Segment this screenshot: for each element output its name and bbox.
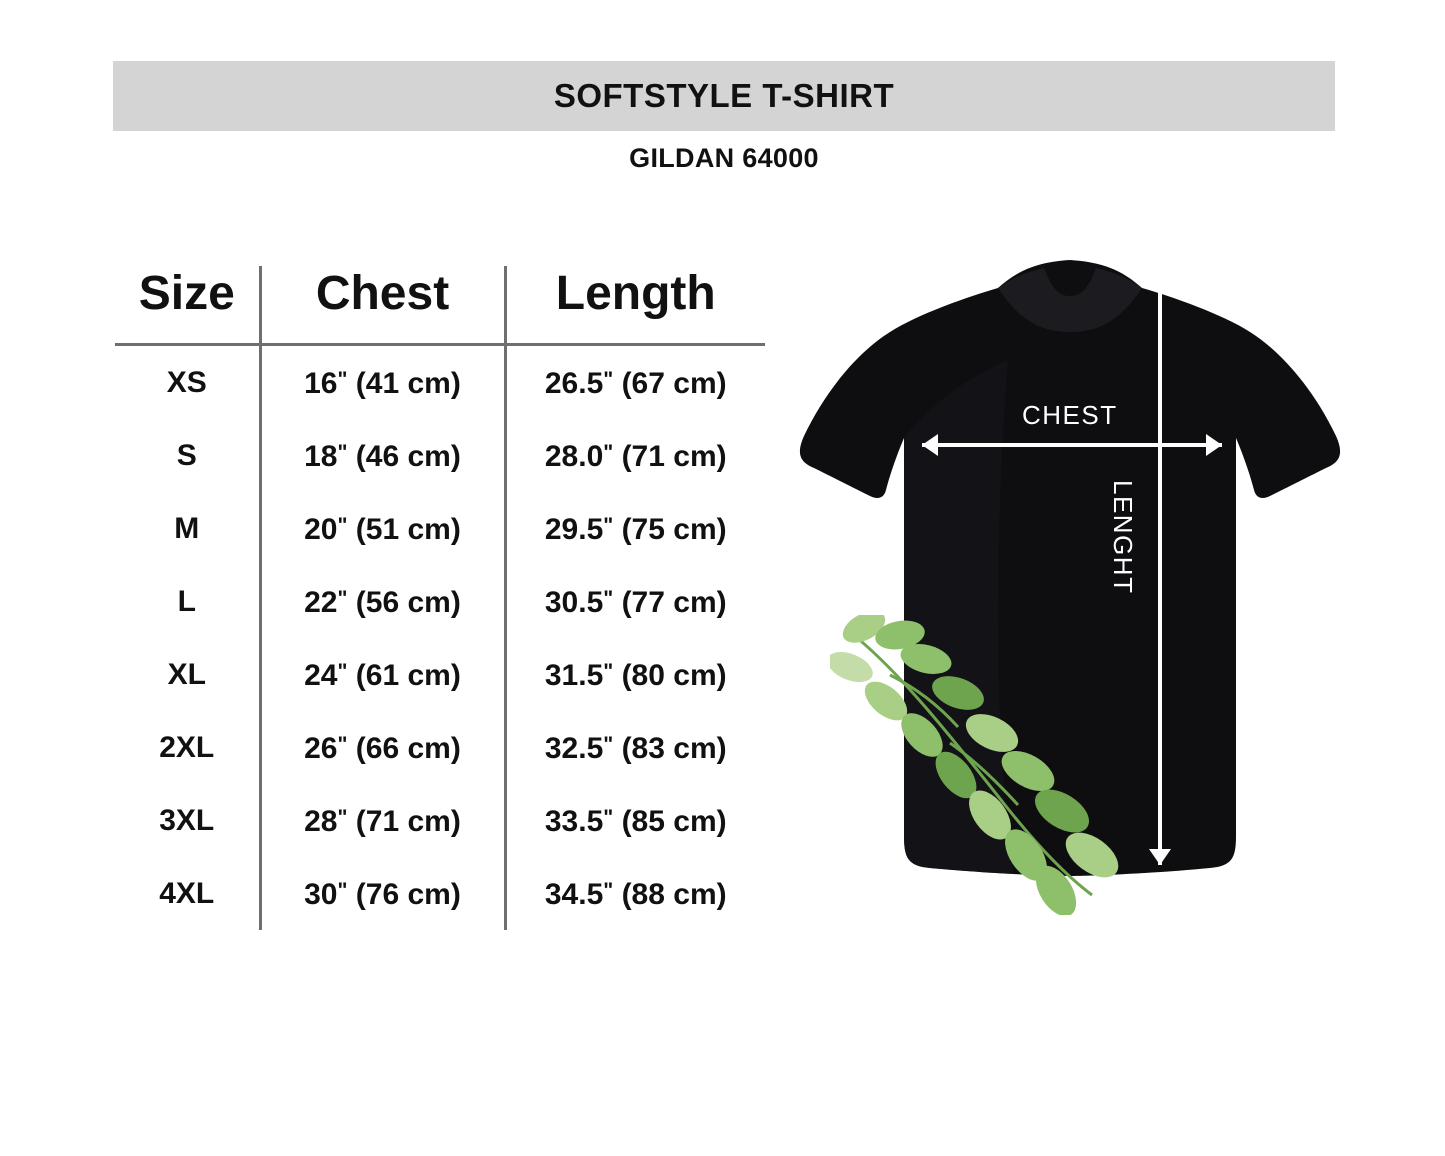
cell-size: 2XL [159, 730, 215, 764]
cell-length: 34.5" (88 cm) [505, 857, 765, 930]
cell-chest: 28" (71 cm) [260, 784, 505, 857]
cell-size: L [177, 584, 196, 618]
table-row [115, 638, 765, 711]
cell-chest: 22" (56 cm) [260, 565, 505, 638]
cell-chest: 30" (76 cm) [260, 857, 505, 930]
cell-chest: 24" (61 cm) [260, 638, 505, 711]
table-row [115, 492, 765, 565]
title-band [113, 61, 1335, 131]
table-row [115, 711, 765, 784]
cell-length: 33.5" (85 cm) [505, 784, 765, 857]
table-row [115, 784, 765, 857]
eucalyptus-branch-icon [830, 615, 1160, 915]
size-chart [115, 266, 765, 930]
cell-size: XS [166, 365, 207, 399]
table-header-row [115, 266, 765, 345]
cell-length: 26.5" (67 cm) [505, 345, 765, 420]
cell-length: 28.0" (71 cm) [505, 419, 765, 492]
table-row [115, 565, 765, 638]
column-header-length: Length [505, 266, 765, 345]
cell-length: 31.5" (80 cm) [505, 638, 765, 711]
column-header-chest: Chest [260, 266, 505, 345]
cell-chest: 20" (51 cm) [260, 492, 505, 565]
chest-measurement-label: CHEST [1022, 400, 1118, 430]
cell-length: 29.5" (75 cm) [505, 492, 765, 565]
table-body [115, 345, 765, 931]
table-row [115, 857, 765, 930]
page-subtitle: GILDAN 64000 [629, 143, 819, 173]
length-measurement-label: LENGHT [1108, 480, 1138, 595]
cell-chest: 18" (46 cm) [260, 419, 505, 492]
cell-size: 3XL [159, 803, 215, 837]
cell-size: M [174, 511, 200, 545]
table-row [115, 345, 765, 420]
table-row [115, 419, 765, 492]
cell-chest: 16" (41 cm) [260, 345, 505, 420]
cell-size: 4XL [159, 876, 215, 910]
page-title: SOFTSTYLE T-SHIRT [553, 77, 895, 114]
tshirt-illustration [770, 240, 1370, 940]
cell-length: 30.5" (77 cm) [505, 565, 765, 638]
size-table [115, 266, 765, 930]
cell-length: 32.5" (83 cm) [505, 711, 765, 784]
cell-size: XL [167, 657, 206, 691]
cell-size: S [176, 438, 197, 472]
column-header-size: Size [115, 266, 260, 345]
cell-chest: 26" (66 cm) [260, 711, 505, 784]
